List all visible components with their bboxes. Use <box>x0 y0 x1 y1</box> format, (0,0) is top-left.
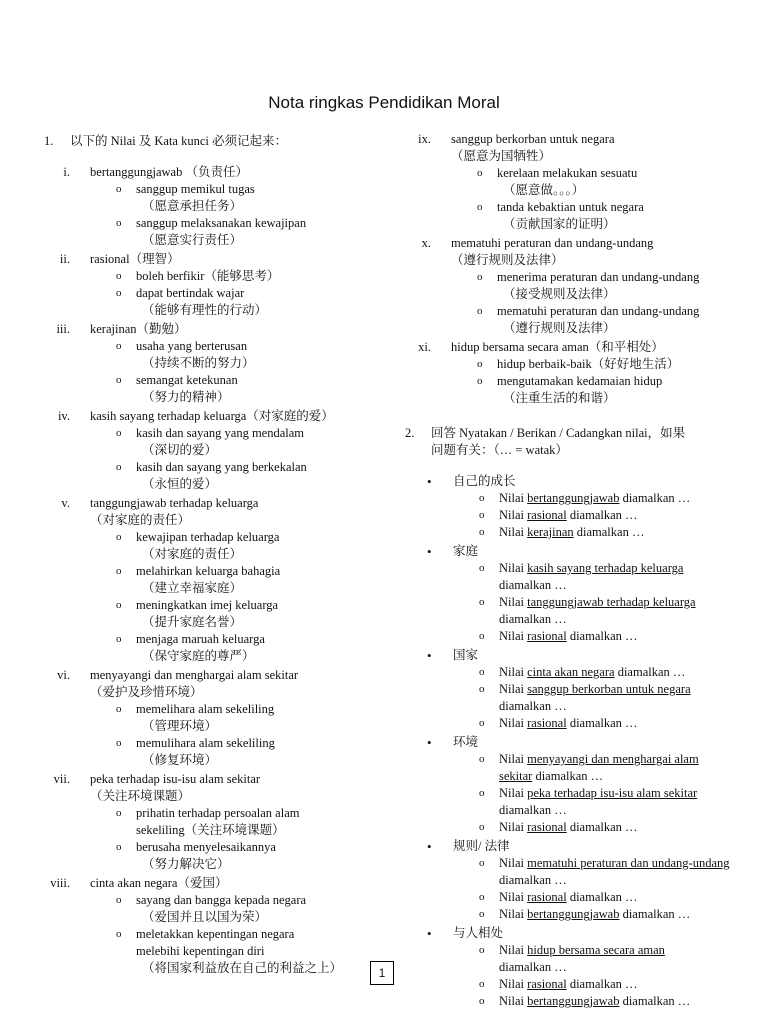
keyword-item <box>451 373 735 407</box>
nilai-entry <box>453 751 735 785</box>
category-item <box>405 734 735 836</box>
value-item <box>405 339 735 407</box>
keyword-text: usaha yang berterusan <box>136 339 248 353</box>
item-roman-numeral: i. <box>63 165 70 179</box>
value-label-translation: （爱护及珍惜环境） <box>90 685 203 699</box>
bullet-circle-icon: o <box>116 374 122 386</box>
category-item <box>405 473 735 541</box>
category-name: 自己的成长 <box>453 474 516 488</box>
value-name-underlined: kerajinan <box>527 525 574 539</box>
bullet-circle-icon: o <box>116 287 122 299</box>
keyword-item <box>90 631 374 665</box>
keyword-item <box>90 268 374 285</box>
nilai-line <box>499 664 735 681</box>
keyword-text: （保守家庭的尊严） <box>142 649 255 663</box>
bullet-circle-icon: o <box>479 891 485 903</box>
value-label: mematuhi peraturan dan undang-undang <box>451 236 654 250</box>
category-item <box>405 838 735 923</box>
bullet-circle-icon: o <box>116 270 122 282</box>
category-name: 规则/ 法律 <box>453 839 510 853</box>
bullet-circle-icon: o <box>116 841 122 853</box>
nilai-entry <box>453 993 735 1010</box>
bullet-circle-icon: o <box>479 596 485 608</box>
value-label: cinta akan negara（爱国） <box>90 876 228 890</box>
diamalkan-text: diamalkan … <box>499 699 567 713</box>
keyword-text: （注重生活的和谐） <box>503 391 616 405</box>
bullet-circle-icon: o <box>116 461 122 473</box>
keyword-text: （愿意承担任务） <box>142 199 243 213</box>
nilai-entry <box>453 906 735 923</box>
bullet-circle-icon: o <box>479 944 485 956</box>
nilai-word: Nilai <box>499 716 524 730</box>
bullet-circle-icon: o <box>116 703 122 715</box>
keyword-text: meletakkan kepentingan negara <box>136 927 295 941</box>
diamalkan-text: diamalkan … <box>622 907 691 921</box>
bullet-circle-icon: o <box>479 908 485 920</box>
value-label: peka terhadap isu-isu alam sekitar <box>90 772 261 786</box>
nilai-entry <box>453 819 735 836</box>
keyword-item <box>90 701 374 735</box>
bullet-circle-icon: o <box>116 807 122 819</box>
keyword-text: boleh berfikir（能够思考） <box>136 269 280 283</box>
keyword-text: sekeliling（关注环境课题） <box>136 823 285 837</box>
keyword-text: memelihara alam sekeliling <box>136 702 275 716</box>
diamalkan-text: diamalkan … <box>576 525 645 539</box>
bullet-circle-icon: o <box>479 857 485 869</box>
bullet-circle-icon: o <box>116 531 122 543</box>
item-roman-numeral: ix. <box>418 132 431 146</box>
bullet-circle-icon: o <box>116 183 122 195</box>
bullet-circle-icon: o <box>479 683 485 695</box>
category-item <box>405 647 735 732</box>
nilai-line <box>499 628 735 645</box>
value-item <box>44 164 374 249</box>
value-item <box>44 495 374 665</box>
section-1 <box>44 133 374 150</box>
bullet-circle-icon: o <box>477 201 483 213</box>
nilai-word: Nilai <box>499 856 524 870</box>
bullet-dot-icon: • <box>427 839 432 854</box>
diamalkan-text: diamalkan … <box>535 769 604 783</box>
value-label-translation: （对家庭的责任） <box>90 513 191 527</box>
value-label-translation: （关注环境课题） <box>90 789 191 803</box>
value-item <box>44 408 374 493</box>
value-name-underlined: rasional <box>527 820 567 834</box>
bullet-circle-icon: o <box>116 340 122 352</box>
keyword-text: （深切的爱） <box>142 443 218 457</box>
bullet-circle-icon: o <box>477 167 483 179</box>
diamalkan-text: diamalkan … <box>622 994 691 1008</box>
keyword-text: sayang dan bangga kepada negara <box>136 893 307 907</box>
nilai-entry <box>453 681 735 715</box>
keyword-item <box>451 165 735 199</box>
keyword-text: meningkatkan imej keluarga <box>136 598 279 612</box>
value-item <box>44 875 374 977</box>
bullet-circle-icon: o <box>477 305 483 317</box>
section-heading: 以下的 Nilai 及 Kata kunci 必须记起来： <box>70 134 287 148</box>
value-name-underlined: bertanggungjawab <box>527 491 620 505</box>
nilai-line <box>499 560 735 594</box>
nilai-line <box>499 942 735 976</box>
bullet-circle-icon: o <box>477 375 483 387</box>
keyword-text: （提升家庭名誉） <box>142 615 243 629</box>
bullet-circle-icon: o <box>116 599 122 611</box>
nilai-line <box>499 490 735 507</box>
nilai-entry <box>453 628 735 645</box>
keyword-item <box>90 425 374 459</box>
bullet-circle-icon: o <box>479 753 485 765</box>
bullet-circle-icon: o <box>479 787 485 799</box>
keyword-text: hidup berbaik-baik（好好地生活） <box>497 357 680 371</box>
nilai-word: Nilai <box>499 820 524 834</box>
keyword-item <box>90 805 374 839</box>
item-roman-numeral: v. <box>61 496 70 510</box>
nilai-word: Nilai <box>499 907 524 921</box>
nilai-word: Nilai <box>499 508 524 522</box>
keyword-text: （能够有理性的行动） <box>142 303 268 317</box>
nilai-word: Nilai <box>499 890 524 904</box>
nilai-word: Nilai <box>499 629 524 643</box>
right-column <box>405 133 735 1010</box>
value-label: rasional（理智） <box>90 252 180 266</box>
bullet-dot-icon: • <box>427 648 432 663</box>
keyword-text: memulihara alam sekeliling <box>136 736 275 750</box>
nilai-line <box>499 785 735 819</box>
bullet-circle-icon: o <box>479 526 485 538</box>
nilai-line <box>499 751 735 785</box>
diamalkan-text: diamalkan … <box>499 612 567 626</box>
nilai-line <box>499 524 735 541</box>
keyword-text: menerima peraturan dan undang-undang <box>497 270 700 284</box>
nilai-word: Nilai <box>499 943 524 957</box>
keyword-text: （永恒的爱） <box>142 477 218 491</box>
section-heading-line: 问题有关：（… = watak） <box>431 443 568 457</box>
bullet-circle-icon: o <box>479 666 485 678</box>
nilai-entry <box>453 560 735 594</box>
nilai-entry <box>453 942 735 976</box>
category-name: 家庭 <box>453 544 479 558</box>
keyword-item <box>90 926 374 977</box>
value-item <box>44 771 374 873</box>
keyword-text: prihatin terhadap persoalan alam <box>136 806 300 820</box>
nilai-line <box>499 855 735 889</box>
value-name-underlined: rasional <box>527 508 567 522</box>
keyword-text: semangat ketekunan <box>136 373 238 387</box>
bullet-circle-icon: o <box>479 492 485 504</box>
left-column <box>44 133 374 977</box>
keyword-item <box>90 181 374 215</box>
keyword-text: （努力的精神） <box>142 390 230 404</box>
diamalkan-text: diamalkan … <box>499 960 567 974</box>
value-label: tanggungjawab terhadap keluarga <box>90 496 259 510</box>
keyword-item <box>451 199 735 233</box>
value-name-underlined: hidup bersama secara aman <box>527 943 665 957</box>
value-name-underlined: peka terhadap isu-isu alam sekitar <box>527 786 698 800</box>
keyword-item <box>90 372 374 406</box>
value-label-translation: （遵行规则及法律） <box>451 253 564 267</box>
keyword-text: tanda kebaktian untuk negara <box>497 200 644 214</box>
keyword-text: sanggup memikul tugas <box>136 182 255 196</box>
keyword-text: kerelaan melakukan sesuatu <box>497 166 638 180</box>
keyword-text: （持续不断的努力） <box>142 356 255 370</box>
keyword-item <box>90 563 374 597</box>
nilai-word: Nilai <box>499 977 524 991</box>
diamalkan-text: diamalkan … <box>569 977 638 991</box>
keyword-text: （爱国并且以国为荣） <box>142 910 268 924</box>
bullet-circle-icon: o <box>479 978 485 990</box>
bullet-circle-icon: o <box>479 995 485 1007</box>
diamalkan-text: diamalkan … <box>569 629 638 643</box>
nilai-entry <box>453 855 735 889</box>
diamalkan-text: diamalkan … <box>569 890 638 904</box>
diamalkan-text: diamalkan … <box>499 803 567 817</box>
keyword-text: （管理环境） <box>142 719 218 733</box>
diamalkan-text: diamalkan … <box>569 508 638 522</box>
value-item <box>44 321 374 406</box>
nilai-word: Nilai <box>499 525 524 539</box>
category-item <box>405 925 735 1010</box>
keyword-text: （愿意做。。。） <box>503 183 585 197</box>
keyword-item <box>90 892 374 926</box>
keyword-text: dapat bertindak wajar <box>136 286 245 300</box>
keyword-text: （建立幸福家庭） <box>142 581 243 595</box>
value-item <box>405 235 735 337</box>
value-name-underlined: rasional <box>527 716 567 730</box>
keyword-text: （接受规则及法律） <box>503 287 616 301</box>
value-name-underlined: rasional <box>527 629 567 643</box>
keyword-text: menjaga maruah keluarga <box>136 632 265 646</box>
keyword-item <box>90 459 374 493</box>
value-label: kerajinan（勤勉） <box>90 322 187 336</box>
nilai-entry <box>453 785 735 819</box>
bullet-circle-icon: o <box>479 509 485 521</box>
bullet-circle-icon: o <box>479 630 485 642</box>
bullet-circle-icon: o <box>116 894 122 906</box>
value-label: sanggup berkorban untuk negara <box>451 132 615 146</box>
keyword-item <box>90 529 374 563</box>
nilai-entry <box>453 889 735 906</box>
keyword-text: kewajipan terhadap keluarga <box>136 530 280 544</box>
keyword-text: （遵行规则及法律） <box>503 321 616 335</box>
bullet-circle-icon: o <box>477 271 483 283</box>
keyword-item <box>90 285 374 319</box>
bullet-circle-icon: o <box>116 737 122 749</box>
nilai-line <box>499 681 735 715</box>
value-name-underlined: tanggungjawab terhadap keluarga <box>527 595 696 609</box>
keyword-text: berusaha menyelesaikannya <box>136 840 276 854</box>
item-roman-numeral: vi. <box>57 668 70 682</box>
value-label: bertanggungjawab （负责任） <box>90 165 248 179</box>
diamalkan-text: diamalkan … <box>569 716 638 730</box>
section-heading-line: 回答 Nyatakan / Berikan / Cadangkan nilai，如果 <box>431 426 686 440</box>
keyword-text: mengutamakan kedamaian hidup <box>497 374 663 388</box>
value-name-underlined: cinta akan negara <box>527 665 615 679</box>
value-name-underlined: sanggup berkorban untuk negara <box>527 682 691 696</box>
nilai-entry <box>453 507 735 524</box>
bullet-dot-icon: • <box>427 474 432 489</box>
item-roman-numeral: ii. <box>59 252 70 266</box>
category-item <box>405 543 735 645</box>
page-title: Nota ringkas Pendidikan Moral <box>268 93 500 112</box>
page-number: 1 <box>370 961 394 985</box>
keyword-text: （愿意实行责任） <box>142 233 243 247</box>
keyword-text: kasih dan sayang yang berkekalan <box>136 460 307 474</box>
nilai-entry <box>453 490 735 507</box>
nilai-word: Nilai <box>499 682 524 696</box>
keyword-text: （贡献国家的证明） <box>503 217 616 231</box>
item-roman-numeral: iii. <box>56 322 70 336</box>
nilai-entry <box>453 524 735 541</box>
section-number: 1. <box>44 134 54 148</box>
value-item <box>44 667 374 769</box>
nilai-word: Nilai <box>499 786 524 800</box>
value-label: kasih sayang terhadap keluarga（对家庭的爱） <box>90 409 334 423</box>
value-label: menyayangi dan menghargai alam sekitar <box>90 668 299 682</box>
nilai-line <box>499 715 735 732</box>
diamalkan-text: diamalkan … <box>499 578 567 592</box>
nilai-line <box>499 819 735 836</box>
bullet-dot-icon: • <box>427 735 432 750</box>
nilai-word: Nilai <box>499 752 524 766</box>
keyword-item <box>90 215 374 249</box>
item-roman-numeral: viii. <box>50 876 70 890</box>
value-name-underlined: rasional <box>527 977 567 991</box>
nilai-word: Nilai <box>499 595 524 609</box>
bullet-circle-icon: o <box>116 565 122 577</box>
keyword-item <box>451 303 735 337</box>
keyword-item <box>90 338 374 372</box>
diamalkan-text: diamalkan … <box>622 491 691 505</box>
value-label-translation: （愿意为国牺牲） <box>451 149 552 163</box>
category-name: 环境 <box>453 735 479 749</box>
value-name-underlined: bertanggungjawab <box>527 907 620 921</box>
nilai-word: Nilai <box>499 491 524 505</box>
bullet-circle-icon: o <box>116 633 122 645</box>
value-name-underlined: rasional <box>527 890 567 904</box>
keyword-item <box>90 735 374 769</box>
bullet-circle-icon: o <box>116 217 122 229</box>
section-2 <box>405 425 735 459</box>
keyword-text: （对家庭的责任） <box>142 547 243 561</box>
bullet-circle-icon: o <box>116 928 122 940</box>
bullet-circle-icon: o <box>479 821 485 833</box>
bullet-circle-icon: o <box>479 562 485 574</box>
value-label: hidup bersama secara aman（和平相处） <box>451 340 664 354</box>
value-name-underlined: mematuhi peraturan dan undang-undang <box>527 856 730 870</box>
keyword-item <box>90 839 374 873</box>
nilai-line <box>499 889 735 906</box>
keyword-text: mematuhi peraturan dan undang-undang <box>497 304 700 318</box>
keyword-text: （努力解决它） <box>142 857 230 871</box>
diamalkan-text: diamalkan … <box>499 873 567 887</box>
bullet-circle-icon: o <box>477 358 483 370</box>
value-name-underlined: menyayangi dan menghargai alam sekitar <box>499 752 699 783</box>
nilai-word: Nilai <box>499 665 524 679</box>
nilai-entry <box>453 715 735 732</box>
nilai-line <box>499 906 735 923</box>
bullet-circle-icon: o <box>116 427 122 439</box>
item-roman-numeral: iv. <box>57 409 70 423</box>
keyword-text: （将国家利益放在自己的利益之上） <box>142 961 343 975</box>
keyword-text: melahirkan keluarga bahagia <box>136 564 281 578</box>
keyword-item <box>451 356 735 373</box>
keyword-text: （修复环境） <box>142 753 218 767</box>
value-name-underlined: bertanggungjawab <box>527 994 620 1008</box>
section-number: 2. <box>405 426 415 440</box>
nilai-line <box>499 976 735 993</box>
item-roman-numeral: xi. <box>418 340 431 354</box>
keyword-text: melebihi kepentingan diri <box>136 944 265 958</box>
nilai-line <box>499 594 735 628</box>
diamalkan-text: diamalkan … <box>617 665 686 679</box>
keyword-text: sanggup melaksanakan kewajipan <box>136 216 307 230</box>
value-name-underlined: kasih sayang terhadap keluarga <box>527 561 684 575</box>
nilai-word: Nilai <box>499 994 524 1008</box>
diamalkan-text: diamalkan … <box>569 820 638 834</box>
bullet-dot-icon: • <box>427 544 432 559</box>
nilai-entry <box>453 594 735 628</box>
nilai-line <box>499 507 735 524</box>
value-item <box>44 251 374 319</box>
keyword-item <box>451 269 735 303</box>
item-roman-numeral: vii. <box>53 772 70 786</box>
nilai-word: Nilai <box>499 561 524 575</box>
bullet-dot-icon: • <box>427 926 432 941</box>
keyword-text: kasih dan sayang yang mendalam <box>136 426 305 440</box>
category-name: 国家 <box>453 648 479 662</box>
nilai-line <box>499 993 735 1010</box>
item-roman-numeral: x. <box>421 236 431 250</box>
value-item <box>405 131 735 233</box>
bullet-circle-icon: o <box>479 717 485 729</box>
nilai-entry <box>453 976 735 993</box>
category-name: 与人相处 <box>453 926 504 940</box>
keyword-item <box>90 597 374 631</box>
nilai-entry <box>453 664 735 681</box>
